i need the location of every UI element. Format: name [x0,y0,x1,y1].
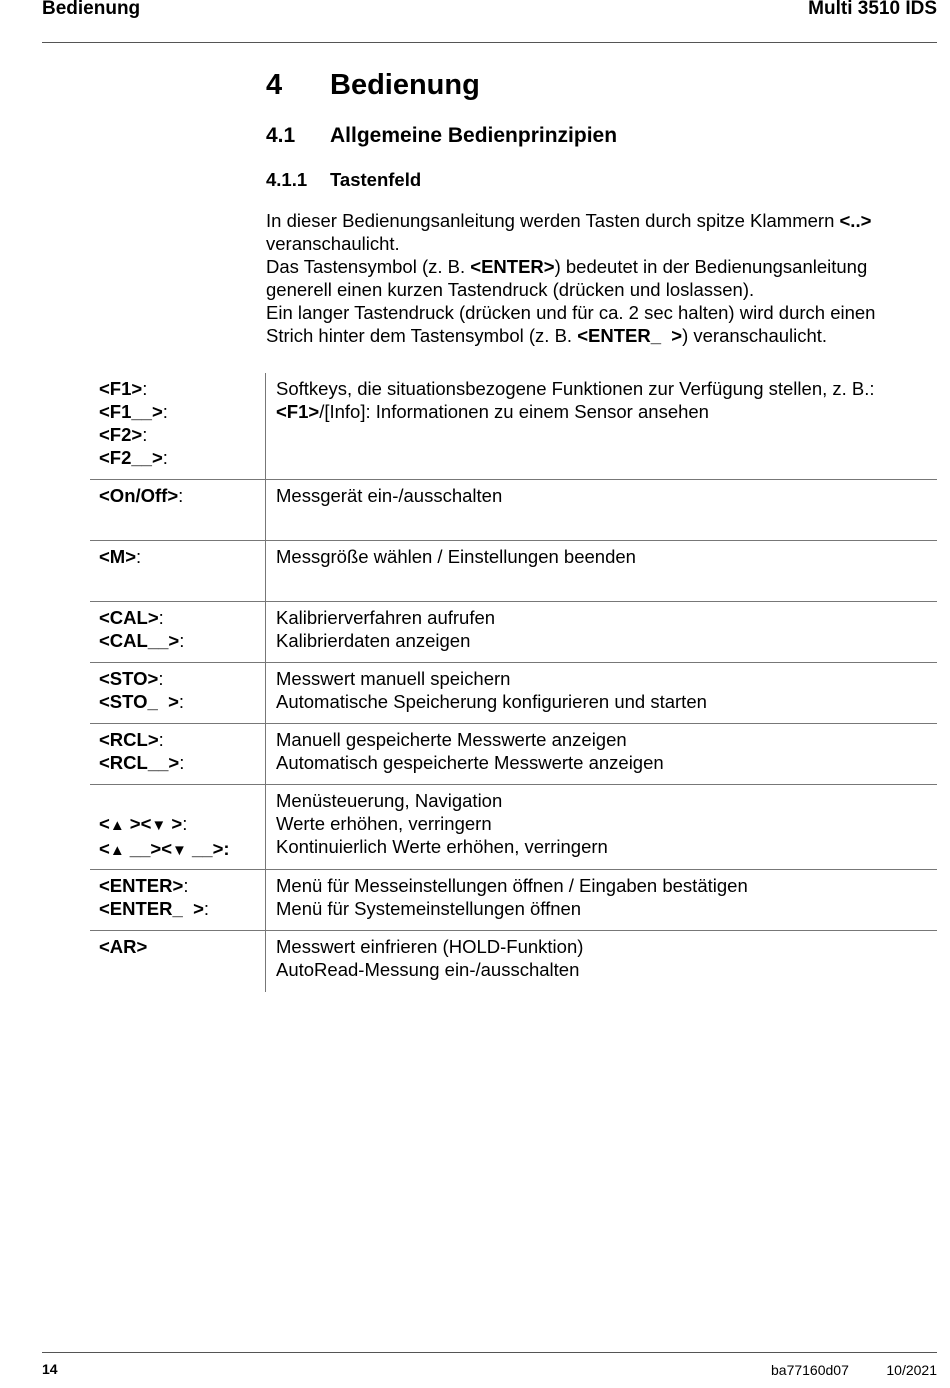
key-row-navigation [90,785,937,870]
header-left: Bedienung [42,0,141,19]
description-line: Messwert einfrieren (HOLD-Funktion) [276,936,584,957]
key-row-ar [90,931,937,992]
key-table [90,373,937,992]
colon: : [178,691,185,712]
description-line: Automatisch gespeicherte Messwerte anzeigen [276,752,664,773]
key-row-enter [90,870,937,931]
description-cell [266,480,937,540]
colon: : [158,729,164,750]
key-bracket: __>: [186,838,230,859]
colon: : [182,813,188,834]
subsection-number: 4.1.1 [266,169,308,190]
colon: : [183,875,189,896]
key-label: <CAL__> [99,630,180,651]
key-row-m [90,541,937,602]
description-cell [266,541,937,601]
description-cell [266,785,937,869]
key-label: <F2> [99,424,143,445]
key-bracket: < [99,838,110,859]
intro-text-fragment: Ein langer Tastendruck (drücken und für ca. 2 sec halten) wird durch einen [266,302,876,323]
key-row-rcl [90,724,937,785]
key-label: <STO> [99,668,159,689]
intro-paragraph-2 [266,255,926,301]
key-row-softkeys [90,373,937,480]
key-separator: >< [124,813,152,834]
key-label: <RCL> [99,729,159,750]
colon: : [203,898,210,919]
key-cell [90,785,266,869]
subsection-heading [266,168,421,192]
description-line: Werte erhöhen, verringern [276,813,492,834]
key-symbol: <..> [839,210,872,231]
footer-divider [42,1352,937,1353]
description-line: Menü für Systemeinstellungen öffnen [276,898,582,919]
intro-text-fragment: Strich hinter dem Tastensymbol (z. B. [266,325,578,346]
description-line: Automatische Speicherung konfigurieren und starten [276,691,707,712]
colon: : [158,607,164,628]
key-bracket: < [99,813,110,834]
description-line: Messwert manuell speichern [276,668,511,689]
description-cell [266,663,937,723]
key-label: <M> [99,546,137,567]
arrow-up-icon: ▲ [109,817,125,834]
intro-text-fragment: In dieser Bedienungsanleitung werden Tasten durch spitze Klammern [266,210,840,231]
key-label: <F2__> [99,447,163,468]
section-heading [266,123,617,149]
description-cell [266,373,937,479]
key-label: <ENTER> [99,875,184,896]
description-cell [266,931,937,992]
key-label: <AR> [99,936,148,957]
description-line: Menü für Messeinstellungen öffnen / Eingaben bestätigen [276,875,748,896]
key-symbol: <F1> [276,401,320,422]
document-id: ba77160d07 [771,1362,849,1378]
key-cell [90,870,266,930]
header-divider [42,42,937,43]
key-label: <RCL__> [99,752,180,773]
key-cell [90,931,266,992]
description-line: Manuell gespeicherte Messwerte anzeigen [276,729,627,750]
description-cell [266,870,937,930]
key-label: <F1> [99,378,143,399]
colon: : [178,485,184,506]
description-line: Kontinuierlich Werte erhöhen, verringern [276,836,608,857]
intro-text [266,209,926,347]
arrow-up-icon: ▲ [109,842,125,859]
key-label: <On/Off> [99,485,179,506]
key-symbol: <ENTER_ > [577,325,683,346]
colon: : [179,752,185,773]
description-line: Kalibrierdaten anzeigen [276,630,471,651]
key-label: <CAL> [99,607,159,628]
key-row-sto [90,663,937,724]
colon: : [158,668,164,689]
key-label: <ENTER_ > [99,898,204,919]
intro-paragraph-1 [266,209,926,255]
description-line: /[Info]: Informationen zu einem Sensor ansehen [319,401,709,422]
intro-text-fragment: generell einen kurzen Tastendruck (drücken und loslassen). [266,279,755,300]
section-number: 4.1 [266,124,296,147]
colon: : [162,401,168,422]
section-title: Allgemeine Bedienprinzipien [330,124,618,147]
header-right: Multi 3510 IDS [808,0,937,19]
chapter-title: Bedienung [330,69,480,101]
colon: : [142,378,148,399]
arrow-down-icon: ▼ [151,817,167,834]
intro-text-fragment: Das Tastensymbol (z. B. [266,256,471,277]
colon: : [179,630,185,651]
description-cell [266,724,937,784]
intro-text-fragment: ) bedeutet in der Bedienungsanleitung [554,256,868,277]
key-cell [90,541,266,601]
subsection-title: Tastenfeld [330,169,422,190]
intro-text-fragment: ) veranschaulicht. [682,325,828,346]
key-bracket: > [166,813,183,834]
key-symbol: <ENTER> [470,256,555,277]
key-label: <STO_ > [99,691,179,712]
chapter-heading [266,67,480,103]
page-number: 14 [42,1361,58,1377]
description-line: Menüsteuerung, Navigation [276,790,503,811]
description-line: Softkeys, die situationsbezogene Funktionen zur Verfügung stellen, z. B.: [276,378,875,399]
key-label: <F1__> [99,401,163,422]
document-date: 10/2021 [886,1362,937,1378]
key-row-onoff [90,480,937,541]
intro-text-fragment: veranschaulicht. [266,233,400,254]
key-separator: __>< [124,838,172,859]
description-line: AutoRead-Messung ein-/ausschalten [276,959,580,980]
colon: : [162,447,168,468]
arrow-down-icon: ▼ [172,842,187,859]
colon: : [136,546,142,567]
description-line: Messgröße wählen / Einstellungen beenden [276,546,636,567]
description-line: Kalibrierverfahren aufrufen [276,607,496,628]
key-cell [90,724,266,784]
key-cell [90,373,266,479]
key-cell [90,602,266,662]
key-row-cal [90,602,937,663]
colon: : [142,424,148,445]
description-line: Messgerät ein-/ausschalten [276,485,503,506]
key-cell [90,480,266,540]
intro-paragraph-3 [266,301,926,347]
description-cell [266,602,937,662]
key-cell [90,663,266,723]
chapter-number: 4 [266,69,283,101]
